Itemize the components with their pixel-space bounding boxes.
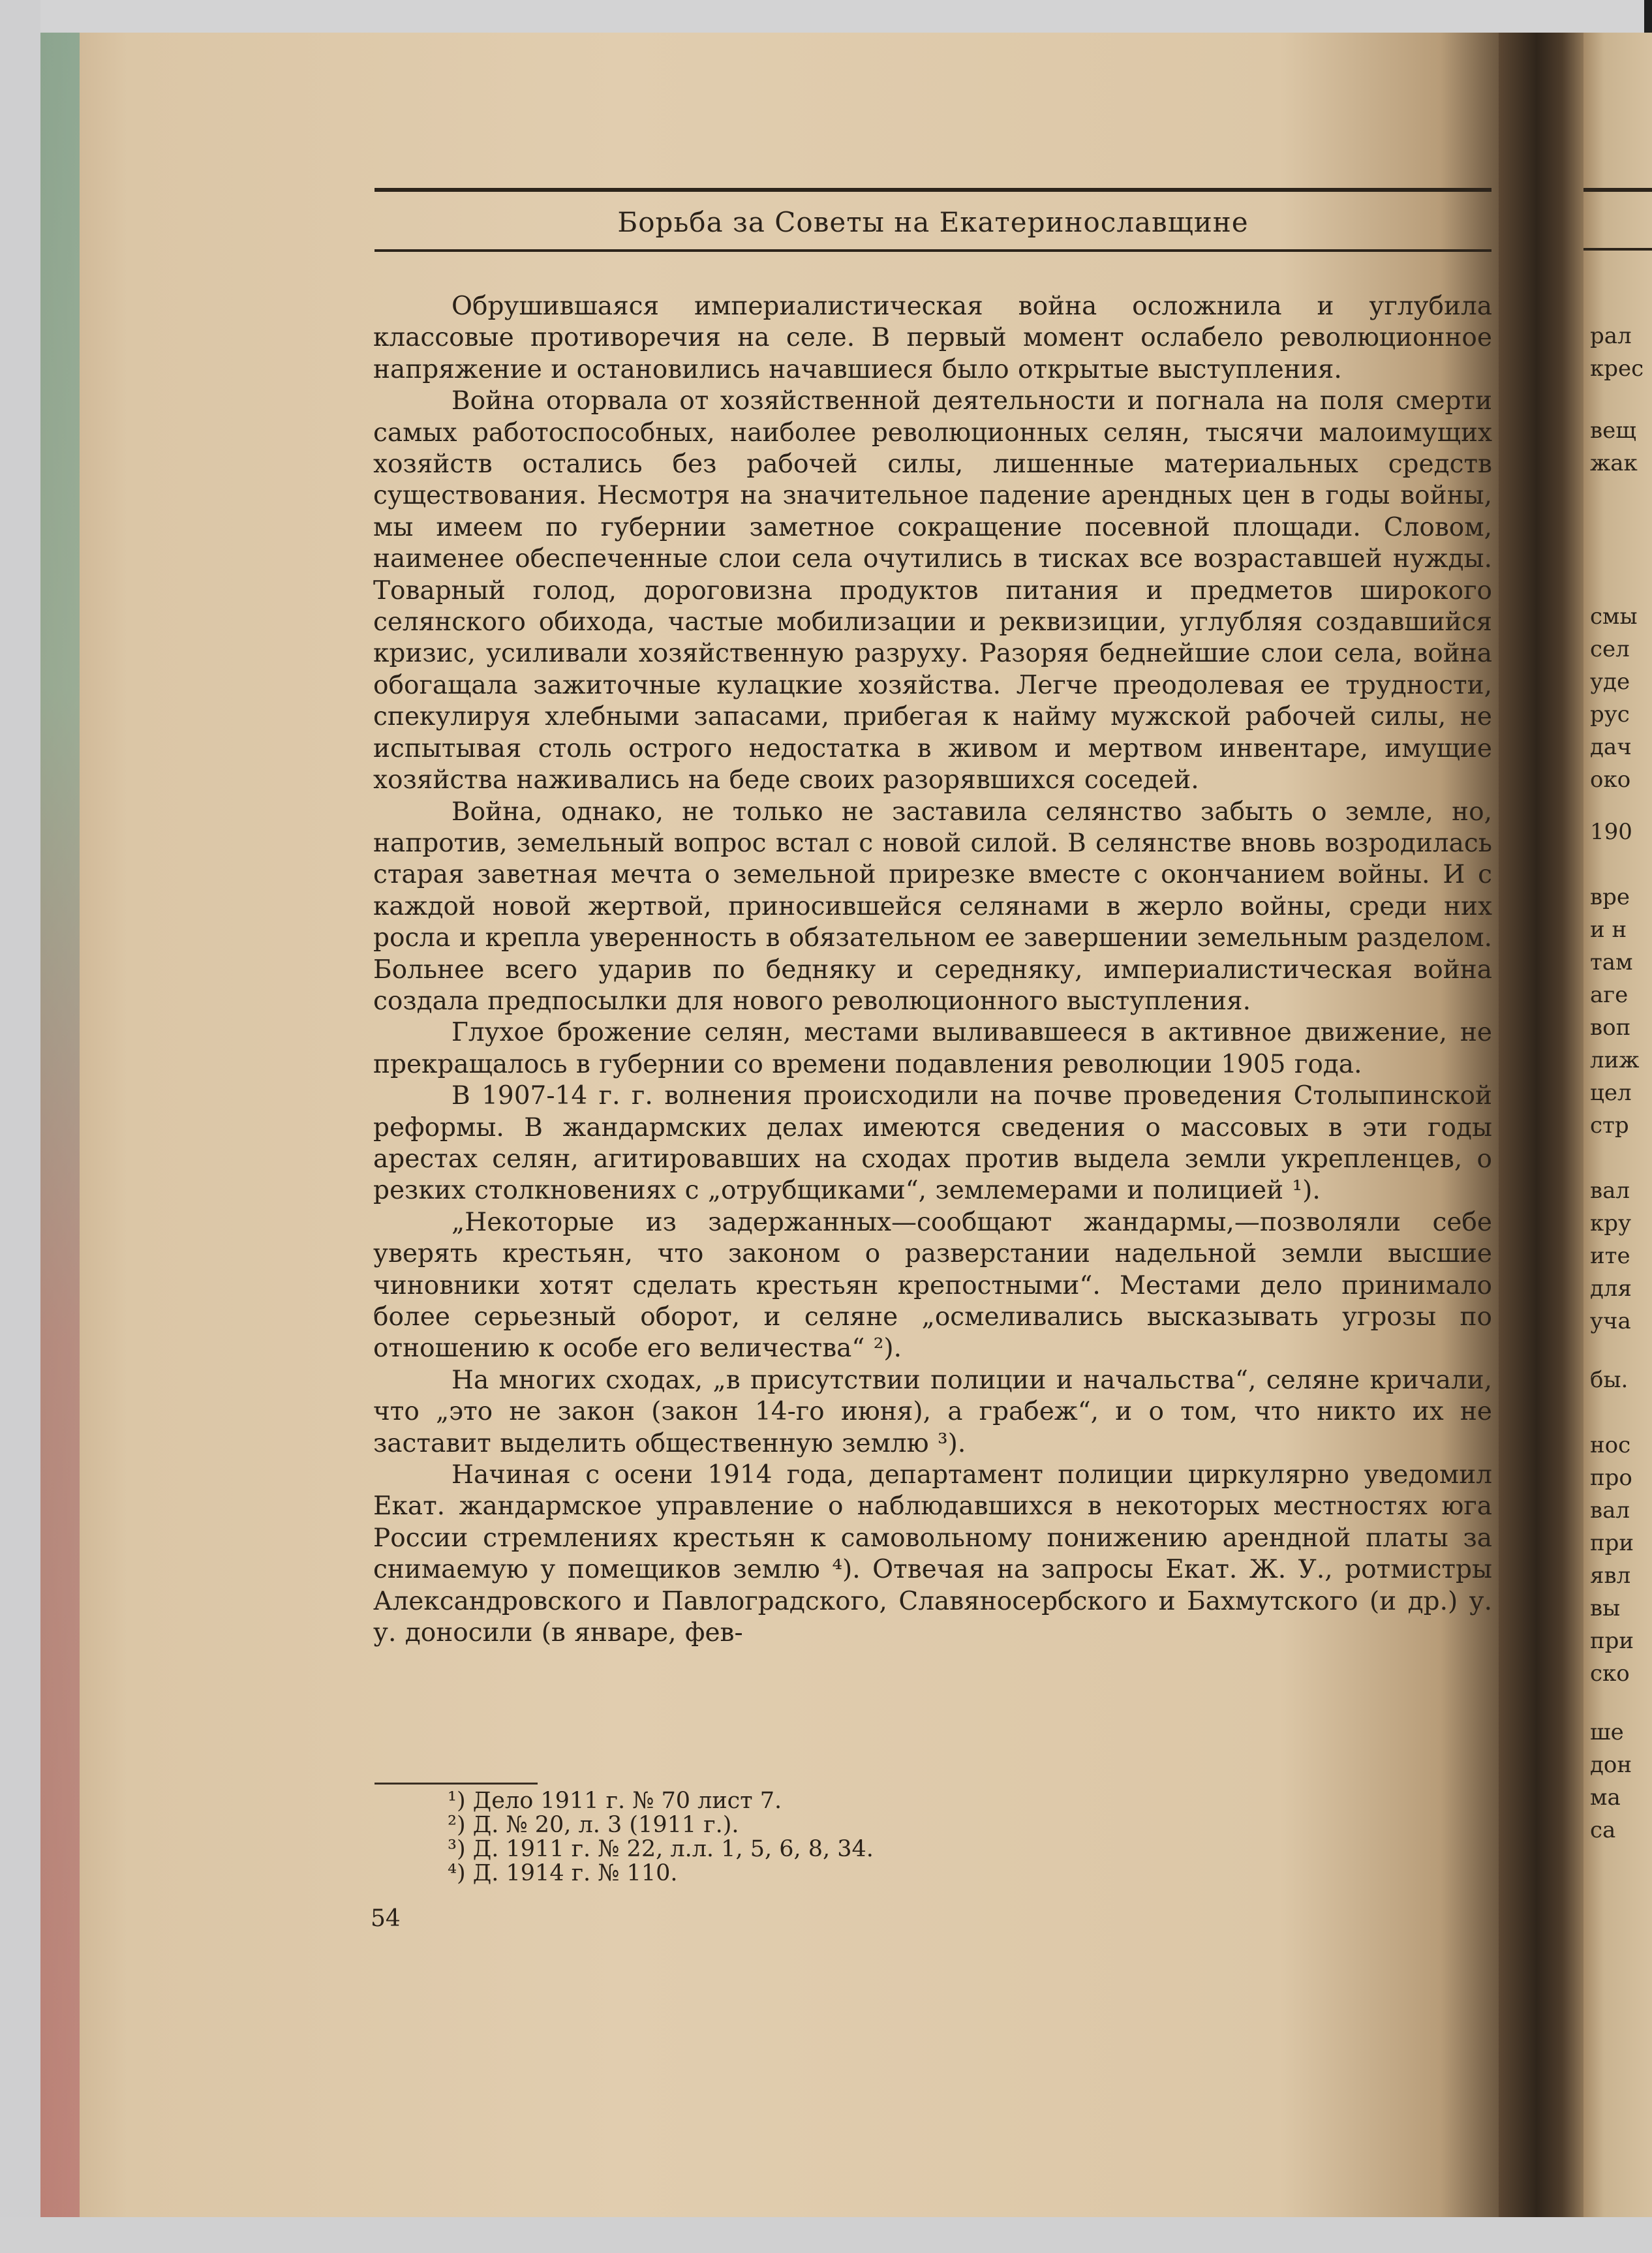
- right-page-fragment: смы: [1590, 604, 1638, 630]
- right-page-header-rule: [1583, 188, 1652, 192]
- right-page: [1583, 33, 1652, 2217]
- right-page-fragment: сел: [1590, 636, 1630, 662]
- footnote-3: ³) Д. 1911 г. № 22, л.л. 1, 5, 6, 8, 34.: [448, 1836, 874, 1862]
- paragraph-2: Война оторвала от хозяйственной деятельности и погнала на поля смерти самых работоспособных, наиболее революционных селян, тысячи малоимущих хозяйств остались без рабочей силы, лишенные материальных средств существования. Несмотря на значительное падение арендных цен в годы войны, мы имеем по губернии заметное сокращение посевной площади. Словом, наименее обеспеченные слои села очутились в тисках все возраставшей нужды. Товарный голод, дороговизна продуктов питания и предметов широкого селянского обихода, частые мобилизации и реквизиции, углубляя создавшийся кризис, усиливали хозяйственную разруху. Разоряя беднейшие слои села, война обогащала зажиточные кулацкие хозяйства. Легче преодолевая ее трудности, спекулируя хлебными запасами, прибегая к найму мужской рабочей силы, не испытывая столь острого недостатка в живом и мертвом инвентаре, имущие хозяйства наживались на беде своих разорявшихся соседей.: [373, 386, 1492, 795]
- right-page-fragment: дон: [1590, 1752, 1632, 1778]
- right-page-fragment: вре: [1590, 884, 1630, 910]
- right-page-fragment: ите: [1590, 1243, 1630, 1269]
- paragraph-1: Обрушившаяся империалистическая война осложнила и углубила классовые противоречия на селе. В первый момент ослабело революционное напряжение и остановились начавшиеся было открытые выступления.: [373, 292, 1492, 384]
- page-edge-tint: [40, 33, 80, 2217]
- body-text: [373, 291, 1492, 1649]
- right-page-fragment: ма: [1590, 1785, 1621, 1811]
- right-page-header-rule-lower: [1583, 248, 1652, 251]
- scan-background-left: [0, 0, 40, 2253]
- right-page-fragment: 190: [1590, 819, 1632, 845]
- footnote-2: ²) Д. № 20, л. 3 (1911 г.).: [448, 1812, 739, 1838]
- paragraph-8: Начиная с осени 1914 года, департамент полиции циркулярно уведомил Екат. жандармское управление о наблюдавшихся в некоторых местностях юга России стремлениях крестьян к самовольному понижению арендной платы за снимаемую у помещиков землю ⁴). Отвечая на запросы Екат. Ж. У., ротмистры Александровского и Павлоградского, Славяносербского и Бахмутского (и др.) у. у. доносили (в январе, фев-: [373, 1460, 1492, 1648]
- right-page-fragment: рал: [1590, 323, 1632, 349]
- scan-background-bottom: [0, 2217, 1652, 2253]
- right-page-fragment: уча: [1590, 1308, 1631, 1334]
- right-page-fragment: явл: [1590, 1563, 1631, 1589]
- right-page-fragment: око: [1590, 767, 1631, 793]
- right-page-fragment: вы: [1590, 1595, 1621, 1621]
- right-page-fragment: бы.: [1590, 1367, 1629, 1393]
- right-page-fragment: ше: [1590, 1719, 1624, 1745]
- right-page-fragment: при: [1590, 1530, 1634, 1556]
- right-page-fragment: вещ: [1590, 418, 1636, 444]
- right-page-fragment: для: [1590, 1276, 1632, 1302]
- right-page-fragment: и н: [1590, 917, 1627, 943]
- paragraph-3: Война, однако, не только не заставила селянство забыть о земле, но, напротив, земельный вопрос встал с новой силой. В селянстве вновь возродилась старая заветная мечта о земельной прирезке вместе с окончанием войны. И с каждой новой жертвой, приносившейся селянами в жерло войны, среди них росла и крепла уверенность в обязательном ее завершении земельным разделом. Больнее всего ударив по бедняку и середняку, империалистическая война создала предпосылки для нового революционного выступления.: [373, 797, 1492, 1016]
- book-gutter: [1499, 33, 1583, 2217]
- footnote-rule: [375, 1783, 538, 1785]
- footnote-1: ¹) Дело 1911 г. № 70 лист 7.: [448, 1788, 782, 1814]
- right-page-fragment: вал: [1590, 1497, 1630, 1524]
- right-page-fragment: жак: [1590, 450, 1638, 476]
- header-rule-bottom: [375, 249, 1491, 252]
- right-page-fragment: цел: [1590, 1080, 1632, 1106]
- right-page-fragment: ско: [1590, 1661, 1630, 1687]
- header-rule-top: [375, 188, 1491, 192]
- right-page-fragment: нос: [1590, 1432, 1631, 1458]
- scan-corner-mark: [1644, 0, 1652, 33]
- paragraph-6: „Некоторые из задержанных—сообщают жандармы,—позволяли себе уверять крестьян, что законом о разверстании надельной земли высшие чиновники хотят сделать крестьян крепостными“. Местами дело принимало более серьезный оборот, и селяне „осмеливались высказывать угрозы по отношению к особе его величества“ ²).: [373, 1207, 1492, 1364]
- right-page-fragment: там: [1590, 949, 1633, 975]
- paragraph-4: Глухое брожение селян, местами выливавшееся в активное движение, не прекращалось в губернии со времени подавления революции 1905 года.: [373, 1018, 1492, 1079]
- right-page-fragment: са: [1590, 1817, 1616, 1843]
- right-page-fragment: дач: [1590, 734, 1632, 760]
- paragraph-7: На многих сходах, „в присутствии полиции и начальства“, селяне кричали, что „это не закон (закон 14-го июня), а грабеж“, и о том, что никто их не заставит выделить общественную землю ³).: [373, 1365, 1492, 1458]
- scan-background-top: [0, 0, 1652, 33]
- right-page-fragment: аге: [1590, 982, 1629, 1008]
- footnote-4: ⁴) Д. 1914 г. № 110.: [448, 1860, 678, 1886]
- right-page-fragment: уде: [1590, 669, 1630, 695]
- right-page-fragment: воп: [1590, 1015, 1631, 1041]
- page-number: 54: [371, 1905, 401, 1932]
- right-page-fragment: лиж: [1590, 1047, 1640, 1073]
- right-page-fragment: кру: [1590, 1210, 1632, 1236]
- running-head: Борьба за Советы на Екатеринославщине: [617, 206, 1249, 238]
- right-page-fragment: при: [1590, 1628, 1634, 1654]
- right-page-fragment: рус: [1590, 701, 1630, 728]
- right-page-fragment: вал: [1590, 1178, 1630, 1204]
- paragraph-5: В 1907-14 г. г. волнения происходили на почве проведения Столыпинской реформы. В жандармских делах имеются сведения о массовых в эти годы арестах селян, агитировавших на сходах против выдела земли укрепленцев, о резких столкновениях с „отрубщиками“, землемерами и полицией ¹).: [373, 1081, 1492, 1206]
- right-page-fragment: про: [1590, 1465, 1632, 1491]
- right-page-fragment: крес: [1590, 356, 1644, 382]
- footnotes: [448, 1789, 1035, 1886]
- right-page-fragment: стр: [1590, 1112, 1629, 1139]
